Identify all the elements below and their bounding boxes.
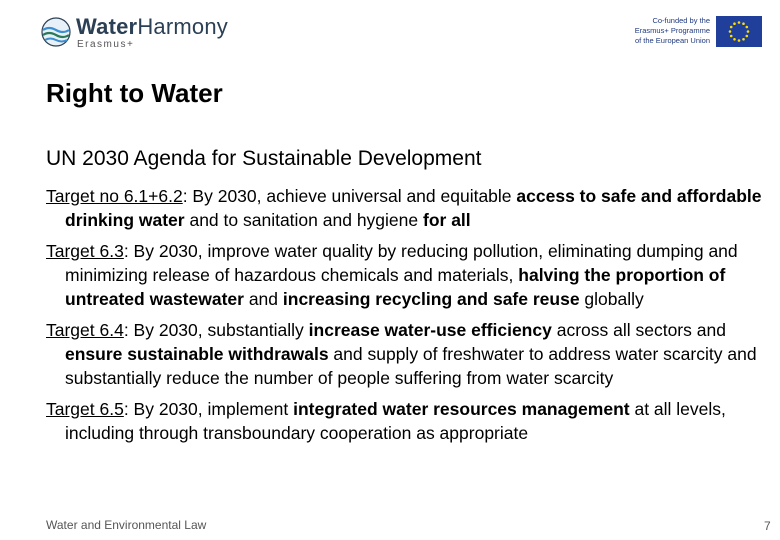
eu-cofunding-badge — [622, 14, 762, 50]
target-text: and to sanitation and hygiene — [184, 210, 423, 230]
target-text: : By 2030, improve water quality by reducing pollution, eliminating dumping and minimizing release of hazardous chemicals and materials, — [65, 241, 738, 285]
target-text: across all sectors and — [551, 320, 726, 340]
eu-star — [742, 22, 745, 25]
target-emphasis: increase water-use efficiency — [308, 320, 552, 340]
logo-word-harmony: Harmony — [137, 14, 228, 39]
target-emphasis: for all — [423, 210, 471, 230]
target-emphasis: halving the proportion of untreated wastewater — [65, 265, 726, 309]
logo-word-water: Water — [76, 14, 138, 39]
eu-star — [745, 26, 748, 29]
eu-flag-icon — [716, 16, 762, 47]
target-list — [46, 184, 766, 452]
eu-star — [738, 39, 741, 42]
footer-course: Water and Environmental Law — [46, 518, 207, 532]
slide-title: Right to Water — [46, 78, 223, 108]
eu-star — [729, 30, 732, 33]
target-text: and — [243, 289, 283, 309]
water-wave-globe-icon — [40, 16, 72, 48]
target-text: : By 2030, achieve universal and equitable — [182, 186, 517, 206]
eu-line: of the European Union — [634, 36, 710, 45]
target-label: Target 6.4 — [46, 320, 124, 340]
target-label: Target 6.3 — [46, 241, 124, 261]
eu-line: Co-funded by the — [652, 16, 710, 25]
eu-star — [730, 35, 733, 38]
logo-wordmark — [76, 14, 228, 40]
target-emphasis: increasing recycling and safe reuse — [282, 289, 580, 309]
eu-star — [730, 26, 733, 29]
target-text: : By 2030, implement — [123, 399, 294, 419]
target-emphasis: ensure sustainable withdrawals — [65, 344, 329, 364]
target-text: at all levels, including through transboundary cooperation as appropriate — [65, 399, 726, 443]
eu-cofunding-text — [622, 16, 710, 46]
target-text: globally — [579, 289, 644, 309]
slide-subtitle: UN 2030 Agenda for Sustainable Development — [46, 147, 482, 170]
eu-star — [745, 35, 748, 38]
target-label: Target 6.5 — [46, 399, 124, 419]
eu-star — [742, 38, 745, 41]
target-item — [46, 397, 766, 445]
eu-star — [733, 22, 736, 25]
eu-line: Erasmus+ Programme — [634, 26, 710, 35]
eu-star — [733, 38, 736, 41]
water-harmony-logo — [40, 12, 240, 52]
eu-star — [738, 21, 741, 24]
target-emphasis: integrated water resources management — [293, 399, 630, 419]
target-item — [46, 239, 766, 311]
page-number: 7 — [764, 519, 771, 533]
logo-erasmus: Erasmus+ — [77, 39, 135, 50]
target-item — [46, 318, 766, 390]
target-text: and supply of freshwater to address water scarcity and substantially reduce the number of people suffering from water scarcity — [65, 344, 757, 388]
target-item — [46, 184, 766, 232]
target-text: : By 2030, substantially — [123, 320, 309, 340]
target-label: Target no 6.1+6.2 — [46, 186, 183, 206]
target-emphasis: access to safe and affordable drinking water — [65, 186, 762, 230]
eu-star — [747, 30, 750, 33]
